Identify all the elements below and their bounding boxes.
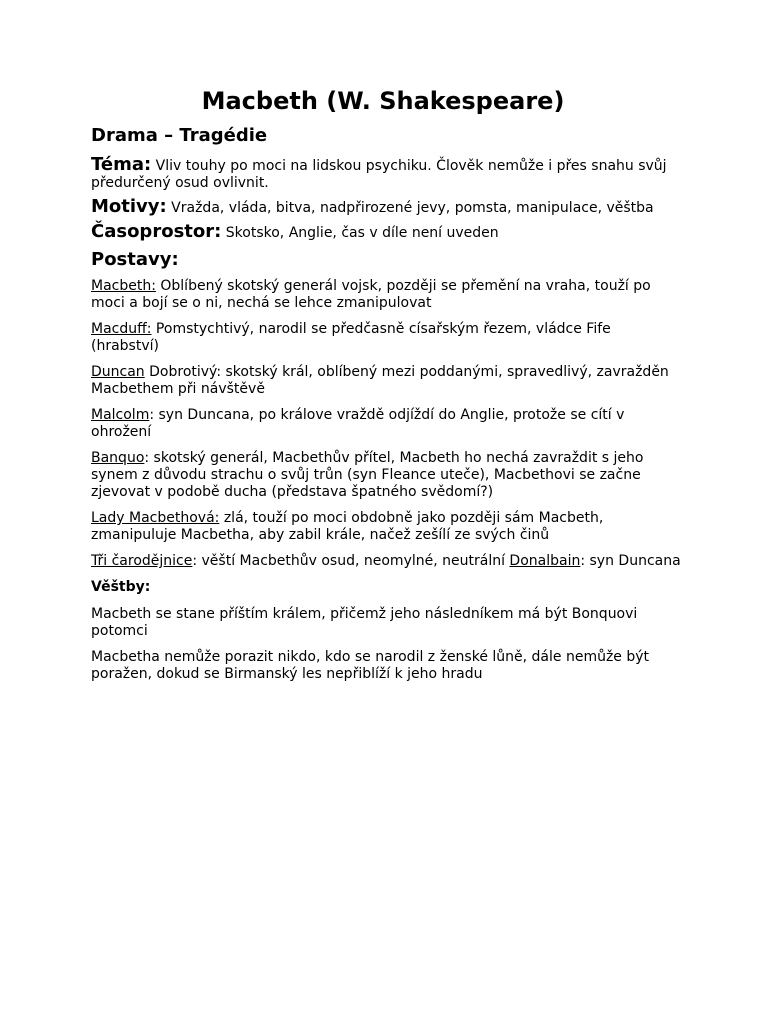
character-entry-combined (91, 553, 683, 570)
character-description: : syn Duncana (580, 553, 681, 569)
character-name: Macbeth: (91, 278, 156, 294)
field-tema-label: Téma: (91, 154, 152, 175)
genre-subtitle: Drama – Tragédie (91, 125, 268, 146)
character-description: Oblíbený skotský generál vojsk, později se přemění na vraha, touží po moci a bojí se o ni, nechá se lehce zmanipulovat (91, 278, 651, 311)
field-motivy-text: Vražda, vláda, bitva, nadpřirozené jevy, pomsta, manipulace, věštba (171, 200, 654, 216)
character-entry (91, 364, 683, 398)
character-description: : skotský generál, Macbethův přítel, Macbeth ho nechá zavraždit s jeho synem z důvodu strachu o svůj trůn (syn Fleance uteče), Macbethovi se začne zjevovat v podobě ducha (představa špatného svědomí?) (91, 450, 644, 500)
character-description: : syn Duncana, po králove vraždě odjíždí do Anglie, protože se cítí v ohrožení (91, 407, 625, 440)
character-name: Lady Macbethová: (91, 510, 220, 526)
character-description: Pomstychtivý, narodil se předčasně císařským řezem, vládce Fife (hrabství) (91, 321, 611, 354)
field-casoprostor (91, 223, 683, 242)
field-casoprostor-label: Časoprostor: (91, 221, 222, 242)
character-entry (91, 510, 683, 544)
field-tema (91, 156, 683, 192)
document-page (91, 86, 683, 692)
field-motivy-label: Motivy: (91, 196, 167, 217)
field-tema-text: Vliv touhy po moci na lidskou psychiku. Člověk nemůže i přes snahu svůj předurčený osud ovlivnit. (91, 158, 667, 191)
character-name: Tři čarodějnice (91, 553, 193, 569)
character-description: zlá, touží po moci obdobně jako později sám Macbeth, zmanipuluje Macbetha, aby zabil krále, načež zešílí ze svých činů (91, 510, 604, 543)
document-title: Macbeth (W. Shakespeare) (201, 87, 565, 115)
character-entry (91, 407, 683, 441)
postavy-heading: Postavy: (91, 249, 179, 270)
field-motivy (91, 198, 683, 217)
prophecy-paragraph: Macbeth se stane příštím králem, přičemž jeho následníkem má být Bonquovi potomci (91, 606, 638, 639)
character-name: Macduff: (91, 321, 152, 337)
character-name: Donalbain (509, 553, 581, 569)
character-name: Duncan (91, 364, 145, 380)
character-entry (91, 321, 683, 355)
prophecy-paragraph: Macbetha nemůže porazit nikdo, kdo se narodil z ženské lůně, dále nemůže být poražen, dokud se Birmanský les nepřiblíží k jeho hradu (91, 649, 650, 682)
character-entry (91, 450, 683, 501)
character-description: Dobrotivý: skotský král, oblíbený mezi poddanými, spravedlivý, zavražděn Macbethem při návštěvě (91, 364, 669, 397)
character-description: : věští Macbethův osud, neomylné, neutrální (192, 553, 510, 569)
vestby-heading: Věštby: (91, 579, 151, 595)
character-name: Banquo (91, 450, 145, 466)
character-name: Malcolm (91, 407, 150, 423)
field-casoprostor-text: Skotsko, Anglie, čas v díle není uveden (225, 225, 499, 241)
character-entry (91, 278, 683, 312)
